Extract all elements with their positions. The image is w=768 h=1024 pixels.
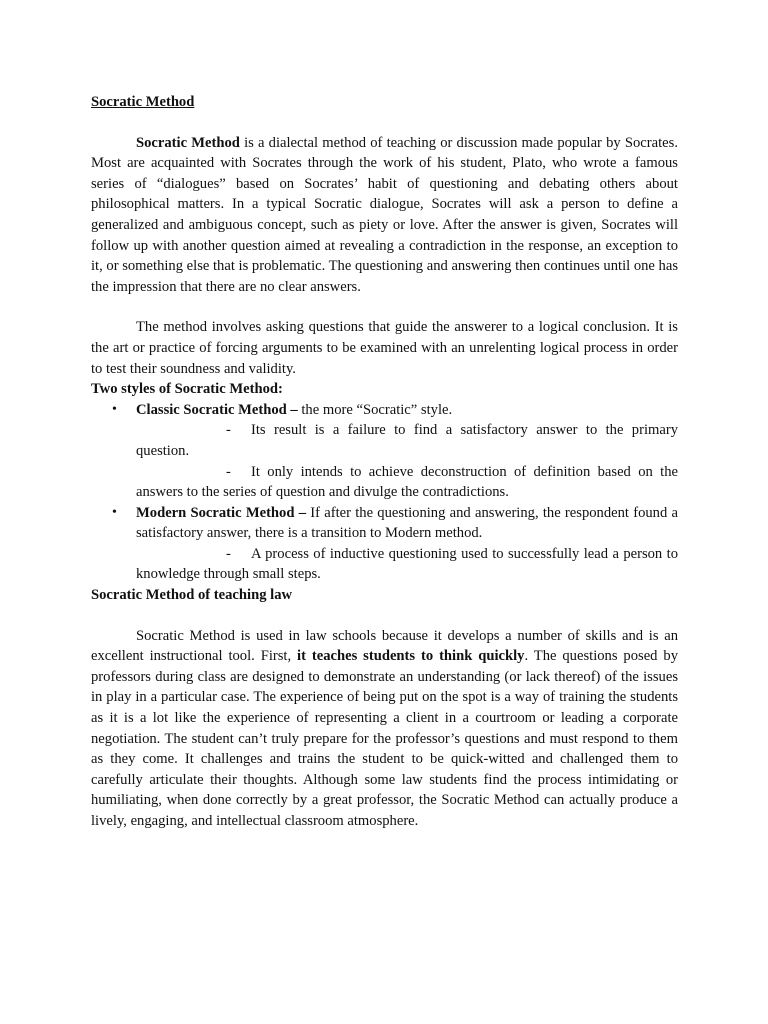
intro-paragraph	[91, 133, 678, 298]
law-text-before: Socratic Method is used in law schools because it develops a number of skills and is an excellent instructional tool. First,	[91, 627, 678, 665]
classic-style-item	[91, 400, 678, 503]
classic-style-title: Classic Socratic Method –	[136, 401, 298, 418]
classic-style-line	[136, 400, 678, 421]
modern-sub-text-1: A process of inductive questioning used to successfully lead a person to knowledge through small steps.	[136, 545, 678, 583]
dash-icon: -	[226, 463, 231, 480]
modern-style-desc: If after the questioning and answering, the respondent found a satisfactory answer, there is a transition to Modern method.	[136, 504, 678, 542]
modern-style-item	[91, 503, 678, 585]
classic-sub-item-2	[136, 462, 678, 503]
bullet-icon: •	[112, 401, 117, 417]
law-paragraph	[91, 626, 678, 832]
dash-icon: -	[226, 422, 231, 439]
modern-style-line	[136, 503, 678, 544]
styles-heading: Two styles of Socratic Method:	[91, 381, 283, 398]
document-page	[91, 92, 678, 832]
classic-sub-text-2: It only intends to achieve deconstruction of definition based on the answers to the series of question and divulge the contradictions.	[136, 463, 678, 501]
modern-sub-item-1	[136, 544, 678, 585]
classic-sub-item-1	[136, 420, 678, 461]
dash-icon: -	[226, 545, 231, 562]
classic-sub-text-1: Its result is a failure to find a satisfactory answer to the primary question.	[136, 422, 678, 459]
law-text-after: . The questions posed by professors during class are designed to demonstrate an understanding (or lack thereof) of the issues in play in a particular case. The experience of being put on the spot is a way of training the students as it is a lot like the experience of representing a client in a courtroom or leading a corporate negotiation. The student can’t truly prepare for the professor’s questions and must respond to them as they come. It challenges and trains the student to be quick-witted and challenged them to carefully articulate their thoughts. Although some law students find the process intimidating or humiliating, when done correctly by a great professor, the Socratic Method can actually produce a lively, engaging, and intellectual classroom atmosphere.	[91, 648, 678, 829]
law-bold-phrase: it teaches students to think quickly	[297, 648, 525, 665]
document-title: Socratic Method	[91, 94, 195, 110]
modern-style-title: Modern Socratic Method –	[136, 504, 307, 521]
method-paragraph: The method involves asking questions that guide the answerer to a logical conclusion. It is the art or practice of forcing arguments to be examined with an unrelenting logical process in order to test their soundness and validity.	[91, 319, 678, 377]
bullet-icon: •	[112, 504, 117, 520]
intro-text: is a dialectal method of teaching or discussion made popular by Socrates. Most are acquainted with Socrates through the work of his student, Plato, who wrote a famous series of “dialogues” based on Socrates’ habit of questioning and debating others about philosophical matters. In a typical Socratic dialogue, Socrates will ask a person to define a generalized and ambiguous concept, such as piety or love. After the answer is given, Socrates will follow up with another question aimed at revealing a contradiction in the response, an exception to it, or something else that is problematic. The questioning and answering then continues until one has the impression that there are no clear answers.	[91, 134, 679, 295]
styles-list	[91, 400, 678, 585]
law-heading: Socratic Method of teaching law	[91, 587, 293, 604]
classic-style-desc: the more “Socratic” style.	[297, 401, 453, 418]
intro-term: Socratic Method	[136, 134, 240, 151]
